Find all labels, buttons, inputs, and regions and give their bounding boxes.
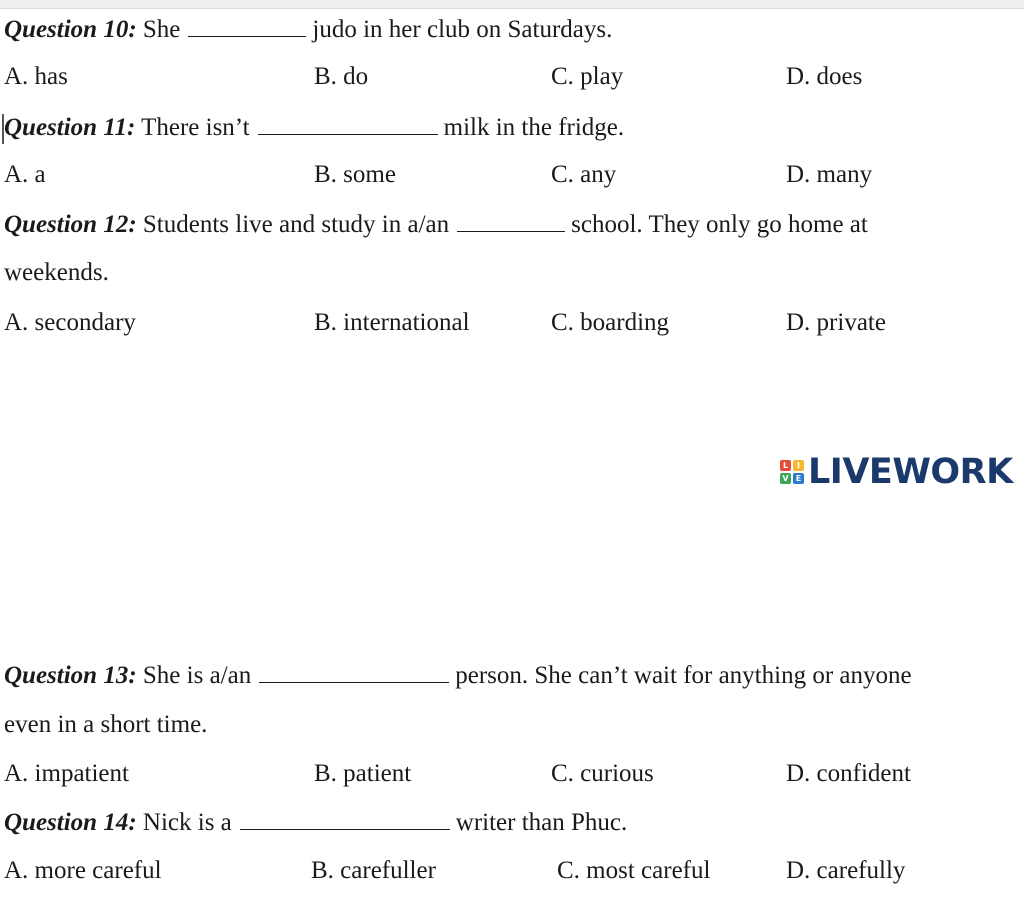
question-12-stem <box>4 210 868 240</box>
question-13-option-c: C. curious <box>551 760 654 787</box>
question-14-blank <box>240 809 450 830</box>
question-12-option-c: C. boarding <box>551 309 670 336</box>
logo-mark-tile: L <box>780 460 791 471</box>
question-10-option-b: B. do <box>314 63 369 90</box>
top-edge-strip <box>0 0 1024 9</box>
question-12-blank <box>457 211 565 232</box>
question-11-blank <box>258 114 438 135</box>
question-14-option-a: A. more careful <box>4 857 162 884</box>
question-11-option-c: C. any <box>551 161 617 188</box>
question-10-text-after: judo in her club on Saturdays. <box>312 16 613 43</box>
question-10-stem <box>4 15 612 45</box>
question-14-text-after: writer than Phuc. <box>455 809 628 836</box>
question-11-option-d: D. many <box>786 161 873 188</box>
question-13-option-d: D. confident <box>786 760 911 787</box>
question-12-label: Question 12: <box>4 211 137 238</box>
question-12-text-before: Students live and study in a/an <box>142 211 450 238</box>
logo-wordmark: LIVEWORK <box>808 452 1013 492</box>
question-13-label: Question 13: <box>4 662 137 689</box>
question-10-option-c: C. play <box>551 63 624 90</box>
question-12-option-d: D. private <box>786 309 886 336</box>
question-11-stem <box>4 113 624 143</box>
question-13-text-before: She is a/an <box>142 662 252 689</box>
question-10-text-before: She <box>142 16 181 43</box>
question-11-option-a: A. a <box>4 161 46 188</box>
question-11-text-after: milk in the fridge. <box>443 114 625 141</box>
liveworksheets-watermark <box>780 452 1013 492</box>
question-11-label: Question 11: <box>4 114 136 141</box>
question-13-option-b: B. patient <box>314 760 412 787</box>
question-10-label: Question 10: <box>4 16 137 43</box>
question-13-blank <box>259 662 449 683</box>
question-12-text-after: school. They only go home at <box>571 211 868 238</box>
logo-mark-tile: E <box>793 473 804 484</box>
question-14-text-before: Nick is a <box>142 809 232 836</box>
question-10-option-d: D. does <box>786 63 863 90</box>
question-14-option-d: D. carefully <box>786 857 906 884</box>
question-10-option-a: A. has <box>4 63 68 90</box>
question-13-stem <box>4 661 912 691</box>
logo-mark-icon <box>780 460 804 484</box>
logo-mark-tile: I <box>793 460 804 471</box>
question-11-text-before: There isn’t <box>141 114 250 141</box>
question-14-option-b: B. carefuller <box>311 857 436 884</box>
question-13-continuation: even in a short time. <box>4 711 208 738</box>
question-12-option-a: A. secondary <box>4 309 136 336</box>
question-14-stem <box>4 808 627 838</box>
logo-mark-tile: V <box>780 473 791 484</box>
question-10-blank <box>188 16 306 37</box>
question-12-option-b: B. international <box>314 309 470 336</box>
question-14-option-c: C. most careful <box>557 857 711 884</box>
question-12-continuation: weekends. <box>4 259 109 286</box>
question-14-label: Question 14: <box>4 809 137 836</box>
question-13-text-after: person. She can’t wait for anything or anyone <box>455 662 912 689</box>
question-11-option-b: B. some <box>314 161 396 188</box>
question-13-option-a: A. impatient <box>4 760 129 787</box>
